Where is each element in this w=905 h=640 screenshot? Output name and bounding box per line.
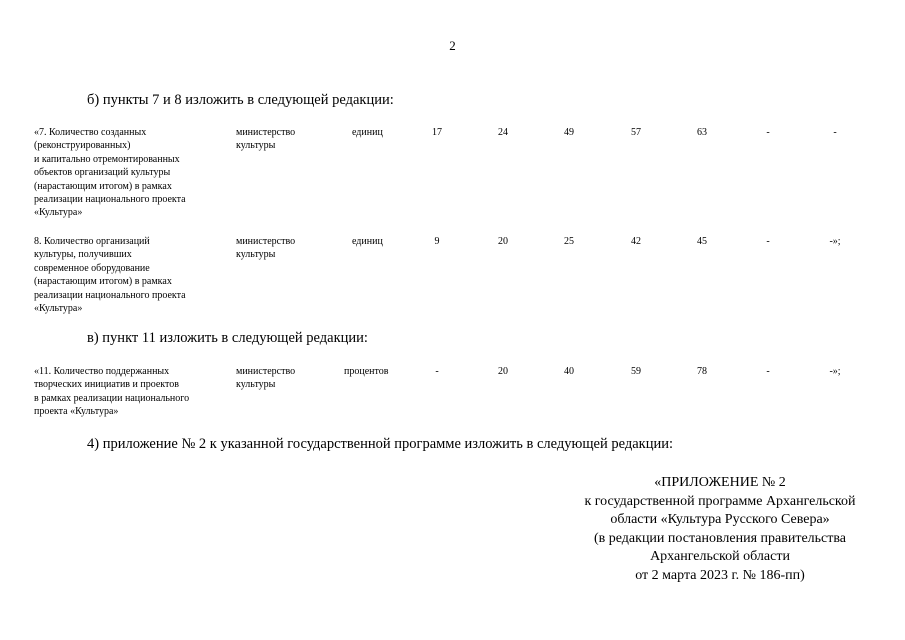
row-value-3: 25 — [564, 236, 574, 247]
section-heading-4: 4) приложение № 2 к указанной государственной программе изложить в следующей редакции: — [87, 436, 674, 452]
row-value-7: -»; — [829, 366, 841, 377]
appendix-line: «ПРИЛОЖЕНИЕ № 2 — [654, 475, 786, 490]
row-value-6: - — [766, 127, 770, 138]
row-indicator-name: «7. Количество созданных (реконструированных) и капитально отремонтированных объектов организаций культуры (нарастающим итогом) в рамках реализации национального проекта «Культура» — [34, 127, 186, 219]
row-value-2: 24 — [498, 127, 508, 138]
row-value-2: 20 — [498, 366, 508, 377]
appendix-line: (в редакции постановления правительства — [594, 530, 846, 546]
row-value-1: 9 — [434, 236, 440, 247]
row-unit: единиц — [352, 127, 383, 138]
row-value-1: 17 — [432, 127, 442, 138]
section-heading-v: в) пункт 11 изложить в следующей редакции: — [87, 330, 368, 346]
row-value-2: 20 — [498, 236, 508, 247]
appendix-heading — [560, 474, 880, 585]
row-value-4: 42 — [631, 236, 641, 247]
row-value-1: - — [435, 366, 439, 377]
row-value-5: 78 — [697, 366, 707, 377]
row-value-5: 63 — [697, 127, 707, 138]
row-unit: процентов — [344, 366, 389, 377]
appendix-line: Архангельской области — [650, 549, 790, 564]
row-unit: единиц — [352, 236, 383, 247]
appendix-line: от 2 марта 2023 г. № 186-пп) — [635, 567, 805, 583]
row-indicator-name: 8. Количество организаций культуры, получивших современное оборудование (нарастающим итогом) в рамках реализации национального проекта «Культура» — [34, 236, 186, 315]
appendix-line: к государственной программе Архангельской — [584, 493, 856, 509]
row-value-6: - — [766, 236, 770, 247]
section-heading-b: б) пункты 7 и 8 изложить в следующей редакции: — [87, 92, 394, 108]
row-value-4: 59 — [631, 366, 641, 377]
row-value-7: -»; — [829, 236, 841, 247]
row-value-3: 40 — [564, 366, 574, 377]
appendix-line: области «Культура Русского Севера» — [610, 512, 830, 527]
row-ministry: министерство культуры — [236, 236, 296, 261]
row-indicator-name: «11. Количество поддержанных творческих инициатив и проектов в рамках реализации национального проекта «Культура» — [34, 366, 190, 418]
row-ministry: министерство культуры — [236, 127, 296, 152]
row-ministry: министерство культуры — [236, 366, 296, 391]
row-value-5: 45 — [697, 236, 707, 247]
page-number: 2 — [449, 38, 456, 53]
row-value-3: 49 — [564, 127, 574, 138]
row-value-6: - — [766, 366, 770, 377]
row-value-7: - — [833, 127, 837, 138]
row-value-4: 57 — [631, 127, 641, 138]
